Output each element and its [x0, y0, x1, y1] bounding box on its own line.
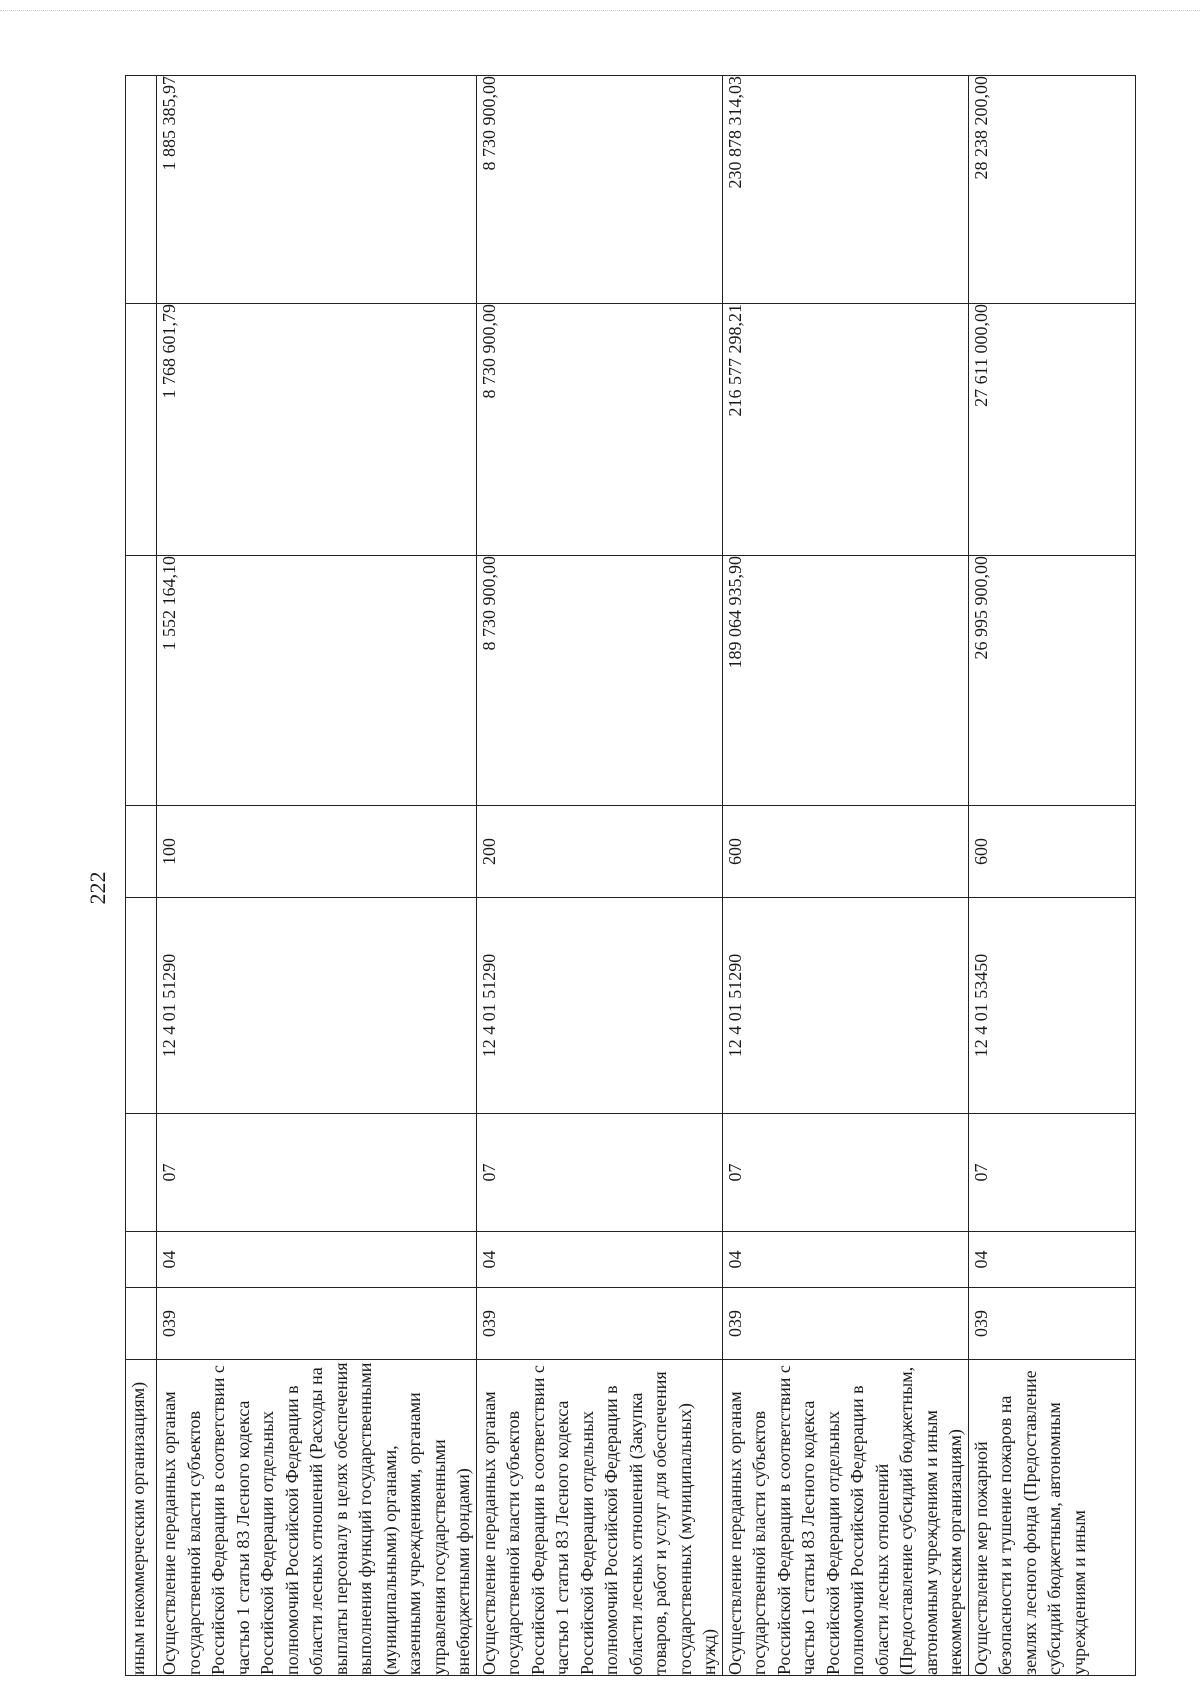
row-target: 12 4 01 51290 [722, 898, 968, 1114]
row-code [126, 1288, 157, 1360]
row-type: 600 [968, 806, 1135, 898]
row-subsection [126, 1114, 157, 1232]
row-amount-2: 1 768 601,79 [157, 304, 477, 556]
row-code: 039 [722, 1288, 968, 1360]
row-description: Осуществление переданных органам государственной власти субъектов Российской Федерации в соответствии с частью 1 статьи 83 Лесного кодекса Российской Федерации отдельных полномочий Российской Федерации в области лесных отношений (Закупка товаров, работ и услуг для обеспечения государственных (муниципальных) нужд) [476, 1360, 722, 1676]
row-description: Осуществление мер пожарной безопасности и тушение пожаров на землях лесного фонда (Предоставление субсидий бюджетным, автономным учреждениям и иным [968, 1360, 1135, 1676]
row-target [126, 898, 157, 1114]
row-amount-1: 1 552 164,10 [157, 556, 477, 806]
row-amount-3: 8 730 900,00 [476, 76, 722, 304]
row-section: 04 [157, 1232, 477, 1288]
row-amount-1: 26 995 900,00 [968, 556, 1135, 806]
row-type: 600 [722, 806, 968, 898]
row-amount-3: 230 878 314,03 [722, 76, 968, 304]
row-subsection: 07 [968, 1114, 1135, 1232]
scan-edge [0, 10, 1200, 12]
row-amount-2 [126, 304, 157, 556]
table-wrapper [125, 76, 1089, 1676]
row-amount-2: 216 577 298,21 [722, 304, 968, 556]
row-description: Осуществление переданных органам государственной власти субъектов Российской Федерации в соответствии с частью 1 статьи 83 Лесного кодекса Российской Федерации отдельных полномочий Российской Федерации в области лесных отношений (Расходы на выплаты персоналу в целях обеспечения выполнения функций государственными (муниципальными) органами, казенными учреждениями, органами управления государственными внебюджетными фондами) [157, 1360, 477, 1676]
row-section: 04 [476, 1232, 722, 1288]
row-section: 04 [968, 1232, 1135, 1288]
row-amount-2: 8 730 900,00 [476, 304, 722, 556]
table-row [126, 76, 157, 1676]
table-row [476, 76, 722, 1676]
row-amount-1: 8 730 900,00 [476, 556, 722, 806]
table-row [722, 76, 968, 1676]
row-target: 12 4 01 53450 [968, 898, 1135, 1114]
row-target: 12 4 01 51290 [476, 898, 722, 1114]
row-amount-1 [126, 556, 157, 806]
row-type: 200 [476, 806, 722, 898]
row-section [126, 1232, 157, 1288]
row-target: 12 4 01 51290 [157, 898, 477, 1114]
row-amount-1: 189 064 935,90 [722, 556, 968, 806]
row-type: 100 [157, 806, 477, 898]
budget-table [125, 75, 1136, 1676]
row-amount-3 [126, 76, 157, 304]
row-description: Осуществление переданных органам государственной власти субъектов Российской Федерации в соответствии с частью 1 статьи 83 Лесного кодекса Российской Федерации отдельных полномочий Российской Федерации в области лесных отношений (Предоставление субсидий бюджетным, автономным учреждениям и иным некоммерческим организациям) [722, 1360, 968, 1676]
row-subsection: 07 [157, 1114, 477, 1232]
row-description: иным некоммерческим организациям) [126, 1360, 157, 1676]
row-subsection: 07 [722, 1114, 968, 1232]
row-type [126, 806, 157, 898]
row-code: 039 [157, 1288, 477, 1360]
table-row [968, 76, 1135, 1676]
row-amount-2: 27 611 000,00 [968, 304, 1135, 556]
table-row [157, 76, 477, 1676]
row-subsection: 07 [476, 1114, 722, 1232]
rotated-table-area [125, 76, 1200, 1675]
row-code: 039 [968, 1288, 1135, 1360]
row-amount-3: 28 238 200,00 [968, 76, 1135, 304]
row-section: 04 [722, 1232, 968, 1288]
page-number: 222 [85, 871, 110, 905]
row-code: 039 [476, 1288, 722, 1360]
row-amount-3: 1 885 385,97 [157, 76, 477, 304]
